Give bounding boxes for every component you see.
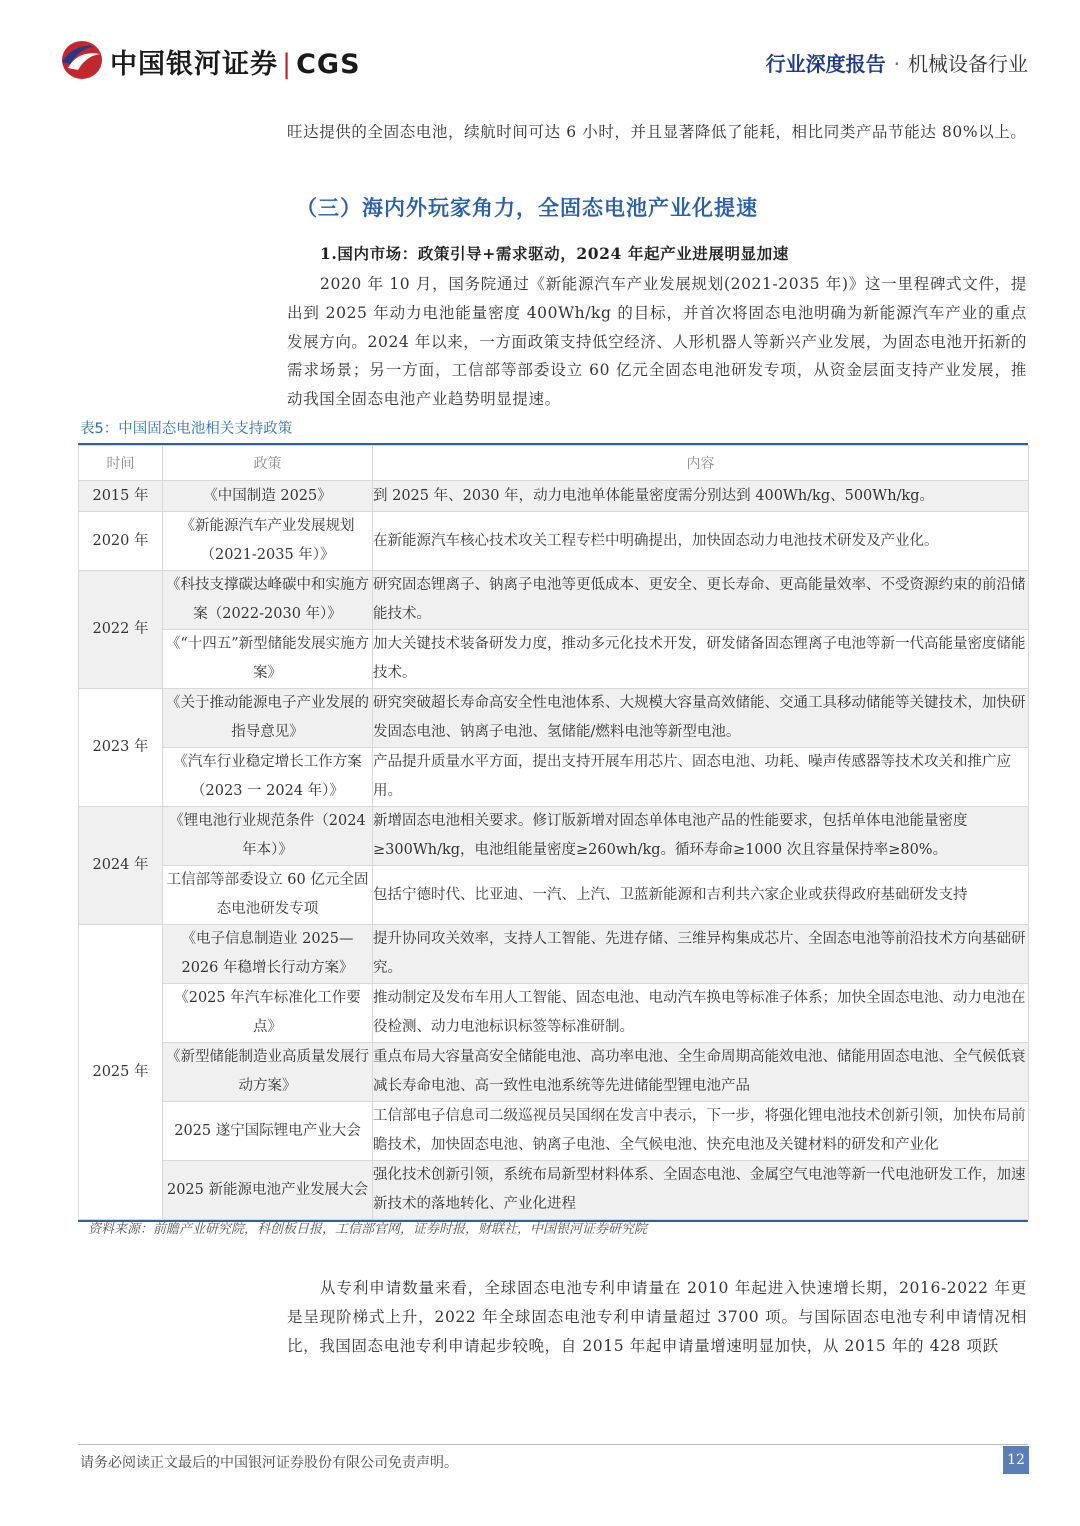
page-header bbox=[0, 0, 1080, 100]
table-row bbox=[79, 571, 1029, 630]
sub-title: 1.国内市场：政策引导+需求驱动，2024 年起产业进展明显加速 bbox=[320, 244, 789, 263]
column-header-time: 时间 bbox=[79, 446, 163, 481]
table-caption: 表5：中国固态电池相关支持政策 bbox=[80, 421, 293, 437]
brand-name: 中国银河证券 bbox=[110, 49, 278, 80]
table-row bbox=[79, 630, 1029, 689]
report-category bbox=[766, 48, 1028, 77]
policy-table bbox=[78, 443, 1028, 1222]
content-cell: 在新能源汽车核心技术攻关工程专栏中明确提出，加快固态动力电池技术研发及产业化。 bbox=[373, 512, 1029, 571]
header-dot: · bbox=[893, 52, 900, 76]
policy-cell: 《新型储能制造业高质量发展行动方案》 bbox=[163, 1043, 373, 1102]
content-cell: 重点布局大容量高安全储能电池、高功率电池、全生命周期高能效电池、储能用固态电池、全气候低衰减长寿命电池、高一致性电池系统等先进储能型锂电池产品 bbox=[373, 1043, 1029, 1102]
column-header-policy: 政策 bbox=[163, 446, 373, 481]
policy-cell: 《“十四五”新型储能发展实施方案》 bbox=[163, 630, 373, 689]
table-row bbox=[79, 925, 1029, 984]
footer-divider bbox=[78, 1444, 1028, 1445]
content-cell: 提升协同攻关效率，支持人工智能、先进存储、三维异构集成芯片、全固态电池等前沿技术方向基础研究。 bbox=[373, 925, 1029, 984]
content-cell: 强化技术创新引领，系统布局新型材料体系、全固态电池、金属空气电池等新一代电池研发工作，加速新技术的落地转化、产业化进程 bbox=[373, 1161, 1029, 1220]
year-cell: 2020 年 bbox=[79, 512, 163, 571]
table-row bbox=[79, 807, 1029, 866]
policy-cell: 《锂电池行业规范条件（2024 年本）》 bbox=[163, 807, 373, 866]
policy-cell: 《汽车行业稳定增长工作方案（2023 一 2024 年）》 bbox=[163, 748, 373, 807]
report-type: 行业深度报告 bbox=[765, 52, 886, 76]
content-cell: 产品提升质量水平方面，提出支持开展车用芯片、固态电池、功耗、噪声传感器等技术攻关和推广应用。 bbox=[373, 748, 1029, 807]
table-row bbox=[79, 1161, 1029, 1220]
cgs-logo-icon bbox=[60, 40, 106, 80]
policy-cell: 《科技支撑碳达峰碳中和实施方案（2022-2030 年）》 bbox=[163, 571, 373, 630]
section-title: （三）海内外玩家角力，全固态电池产业化提速 bbox=[296, 195, 758, 220]
brand-abbr: CGS bbox=[296, 49, 361, 80]
brand-logo-text bbox=[110, 42, 361, 81]
year-cell: 2023 年 bbox=[79, 689, 163, 807]
table-row bbox=[79, 866, 1029, 925]
table-row bbox=[79, 689, 1029, 748]
table-row bbox=[79, 984, 1029, 1043]
content-cell: 新增固态电池相关要求。修订版新增对固态单体电池产品的性能要求，包括单体电池能量密度≥300Wh/kg，电池组能量密度≥260wh/kg。循环寿命≥1000 次且容量保持率≥80%。 bbox=[373, 807, 1029, 866]
policy-cell: 《中国制造 2025》 bbox=[163, 481, 373, 512]
content-cell: 工信部电子信息司二级巡视员吴国纲在发言中表示，下一步，将强化锂电池技术创新引领，加快布局前瞻技术，加快固态电池、钠离子电池、全气候电池、快充电池及关键材料的研发和产业化 bbox=[373, 1102, 1029, 1161]
paragraph-intro: 旺达提供的全固态电池，续航时间可达 6 小时，并且显著降低了能耗，相比同类产品节能达 80%以上。 bbox=[287, 123, 1027, 141]
table-row bbox=[79, 481, 1029, 512]
page-number: 12 bbox=[1003, 1446, 1029, 1474]
policy-cell: 2025 新能源电池产业发展大会 bbox=[163, 1161, 373, 1220]
table-row bbox=[79, 1043, 1029, 1102]
year-cell: 2024 年 bbox=[79, 807, 163, 925]
table-row bbox=[79, 512, 1029, 571]
table-row bbox=[79, 748, 1029, 807]
footer-disclaimer: 请务必阅读正文最后的中国银河证券股份有限公司免责声明。 bbox=[80, 1455, 458, 1471]
year-cell: 2015 年 bbox=[79, 481, 163, 512]
content-cell: 推动制定及发布车用人工智能、固态电池、电动汽车换电等标准子体系；加快全固态电池、动力电池在役检测、动力电池标识标签等标准研制。 bbox=[373, 984, 1029, 1043]
table-header-row bbox=[79, 446, 1029, 481]
paragraph-domestic-market: 2020 年 10 月，国务院通过《新能源汽车产业发展规划(2021-2035 年)》这一里程碑式文件，提出到 2025 年动力电池能量密度 400Wh/kg 的目标，并首次将固态电池明确为新能源汽车产业的重点发展方向。2024 年以来，一方面政策支持低空经济、人形机器人等新兴产业发展，为固态电池开拓新的需求场景；另一方面，工信部等部委设立 60 亿元全固态电池研发专项，从资金层面支持产业发展，推动我国全固态电池产业趋势明显提速。 bbox=[287, 275, 1027, 409]
content-cell: 研究固态锂离子、钠离子电池等更低成本、更安全、更长寿命、更高能量效率、不受资源约束的前沿储能技术。 bbox=[373, 571, 1029, 630]
policy-cell: 《关于推动能源电子产业发展的指导意见》 bbox=[163, 689, 373, 748]
table-source-note: 资料来源：前瞻产业研究院，科创板日报，工信部官网，证券时报，财联社，中国银河证券研究院 bbox=[88, 1222, 648, 1237]
brand-separator: | bbox=[282, 49, 293, 80]
policy-cell: 2025 遂宁国际锂电产业大会 bbox=[163, 1102, 373, 1161]
paragraph-patents: 从专利申请数量来看，全球固态电池专利申请量在 2010 年起进入快速增长期，2016-2022 年更是呈现阶梯式上升，2022 年全球固态电池专利申请量超过 3700 项。与国际固态电池专利申请情况相比，我国固态电池专利申请起步较晚，自 2015 年起申请量增速明显加快，从 2015 年的 428 项跃 bbox=[287, 1279, 1027, 1355]
year-cell: 2025 年 bbox=[79, 925, 163, 1220]
content-cell: 加大关键技术装备研发力度，推动多元化技术开发，研发储备固态锂离子电池等新一代高能量密度储能技术。 bbox=[373, 630, 1029, 689]
table-row bbox=[79, 1102, 1029, 1161]
content-cell: 研究突破超长寿命高安全性电池体系、大规模大容量高效储能、交通工具移动储能等关键技术，加快研发固态电池、钠离子电池、氢储能/燃料电池等新型电池。 bbox=[373, 689, 1029, 748]
column-header-content: 内容 bbox=[373, 446, 1029, 481]
content-cell: 到 2025 年、2030 年，动力电池单体能量密度需分别达到 400Wh/kg、500Wh/kg。 bbox=[373, 481, 1029, 512]
policy-cell: 工信部等部委设立 60 亿元全固态电池研发专项 bbox=[163, 866, 373, 925]
policy-cell: 《2025 年汽车标准化工作要点》 bbox=[163, 984, 373, 1043]
year-cell: 2022 年 bbox=[79, 571, 163, 689]
policy-cell: 《电子信息制造业 2025—2026 年稳增长行动方案》 bbox=[163, 925, 373, 984]
policy-cell: 《新能源汽车产业发展规划（2021-2035 年）》 bbox=[163, 512, 373, 571]
content-cell: 包括宁德时代、比亚迪、一汽、上汽、卫蓝新能源和吉利共六家企业或获得政府基础研发支持 bbox=[373, 866, 1029, 925]
report-sector: 机械设备行业 bbox=[908, 52, 1028, 76]
